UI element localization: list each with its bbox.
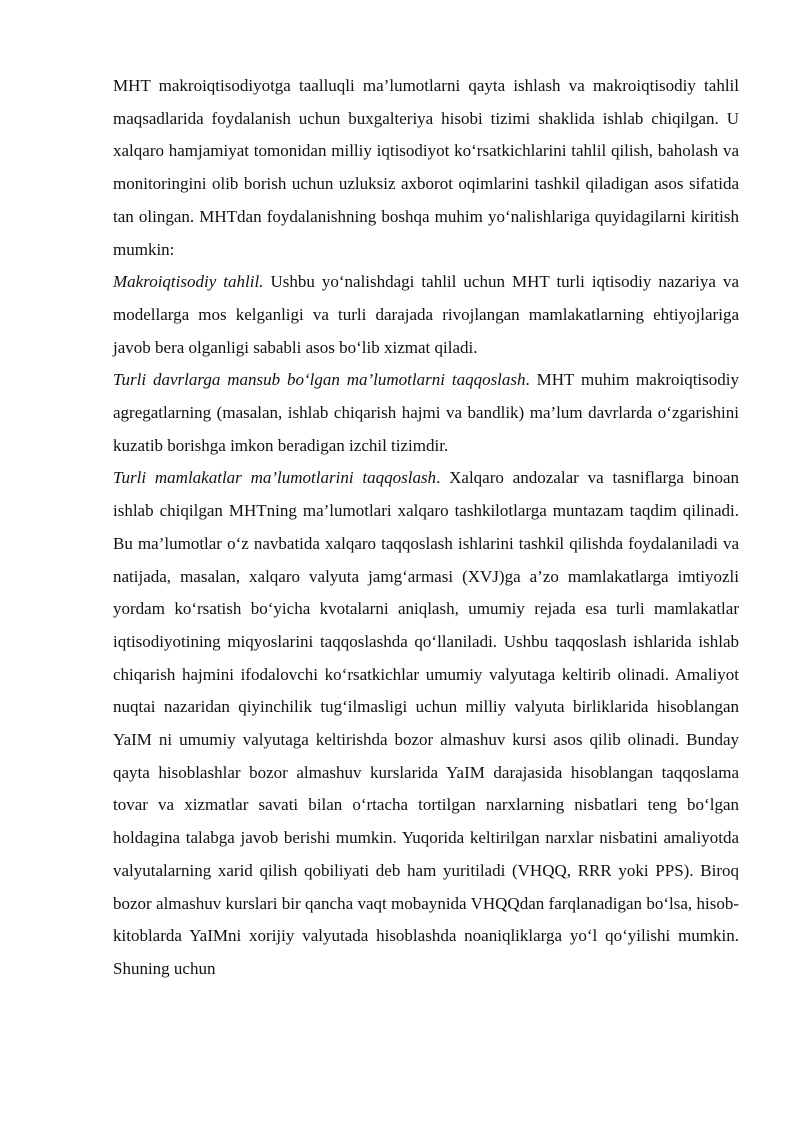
paragraph-text: . Xalqaro andozalar va tasniflarga binoan ishlab chiqilgan MHTning ma’lumotlari xalqaro tashkilotlarga muntazam taqdim qilinadi. Bu ma’lumotlar o‘z navbatida xalqaro taqqoslash ishlarini tashkil qilishda foydalaniladi va natijada, masalan, xalqaro valyuta jamg‘armasi (XVJ)ga a’zo mamlakatlarga imtiyozli yordam ko‘rsatish bo‘yicha kvotalarni aniqlash, umumiy rejada esa turli mamlakatlar iqtisodiyotining miqyoslarini taqqoslashda qo‘llaniladi. Ushbu taqqoslash ishlarida ishlab chiqarish hajmini ifodalovchi ko‘rsatkichlar umumiy valyutaga keltirib olinadi. Amaliyot nuqtai nazaridan qiyinchilik tug‘ilmasligi uchun milliy valyuta birliklarida hisoblangan YaIM ni umumiy valyutaga keltirishda bozor almashuv kursi asos qilib olinadi. Bunday qayta hisoblashlar bozor almashuv kurslarida YaIM darajasida hisoblangan taqqoslama tovar va xizmatlar savati bilan o‘rtacha tortilgan narxlarning nisbatlari teng bo‘lgan holdagina talabga javob berishi mumkin. Yuqorida keltirilgan narxlar nisbatini amaliyotda valyutalarning xarid qilish qobiliyati deb ham yuritiladi (VHQQ, RRR yoki PPS). Biroq bozor almashuv kurslari bir qancha vaqt mobaynida VHQQdan farqlanadigan bo‘lsa, hisob-kitoblarda YaIMni xorijiy valyutada hisoblashda noaniqliklarga yo‘l qo‘yilishi mumkin. Shuning uchun xyxy=(113,468,739,978)
paragraph-term: Turli mamlakatlar ma’lumotlarini taqqoslash xyxy=(113,468,437,488)
paragraph-macroeconomic-analysis xyxy=(113,266,739,364)
paragraph-period-comparison xyxy=(113,364,739,462)
paragraph-text: Ushbu yo‘nalishdagi tahlil uchun MHT turli iqtisodiy nazariya va modellarga mos kelganligi va turli darajada rivojlangan mamlakatlarning ehtiyojlariga javob bera olganligi sababli asos bo‘lib xizmat qiladi. xyxy=(113,272,739,357)
paragraph-country-comparison xyxy=(113,462,739,985)
paragraph-term: Makroiqtisodiy tahlil. xyxy=(113,272,264,292)
paragraph-text: . MHT muhim makroiqtisodiy agregatlarning (masalan, ishlab chiqarish hajmi va bandlik) ma’lum davrlarda o‘zgarishini kuzatib borishga imkon beradigan izchil tizimdir. xyxy=(113,370,739,455)
paragraph-intro xyxy=(113,70,739,266)
body-text xyxy=(113,70,739,986)
paragraph-text: MHT makroiqtisodiyotga taalluqli ma’lumotlarni qayta ishlash va makroiqtisodiy tahlil maqsadlarida foydalanish uchun buxgalteriya hisobi tizimi shaklida ishlab chiqilgan. U xalqaro hamjamiyat tomonidan milliy iqtisodiyot ko‘rsatkichlarini tahlil qilish, baholash va monitoringini olib borish uchun uzluksiz axborot oqimlarini tashkil qiladigan asos sifatida tan olingan. MHTdan foydalanishning boshqa muhim yo‘nalishlariga quyidagilarni kiritish mumkin: xyxy=(113,76,739,259)
paragraph-term: Turli davrlarga mansub bo‘lgan ma’lumotlarni taqqoslash xyxy=(113,370,526,390)
